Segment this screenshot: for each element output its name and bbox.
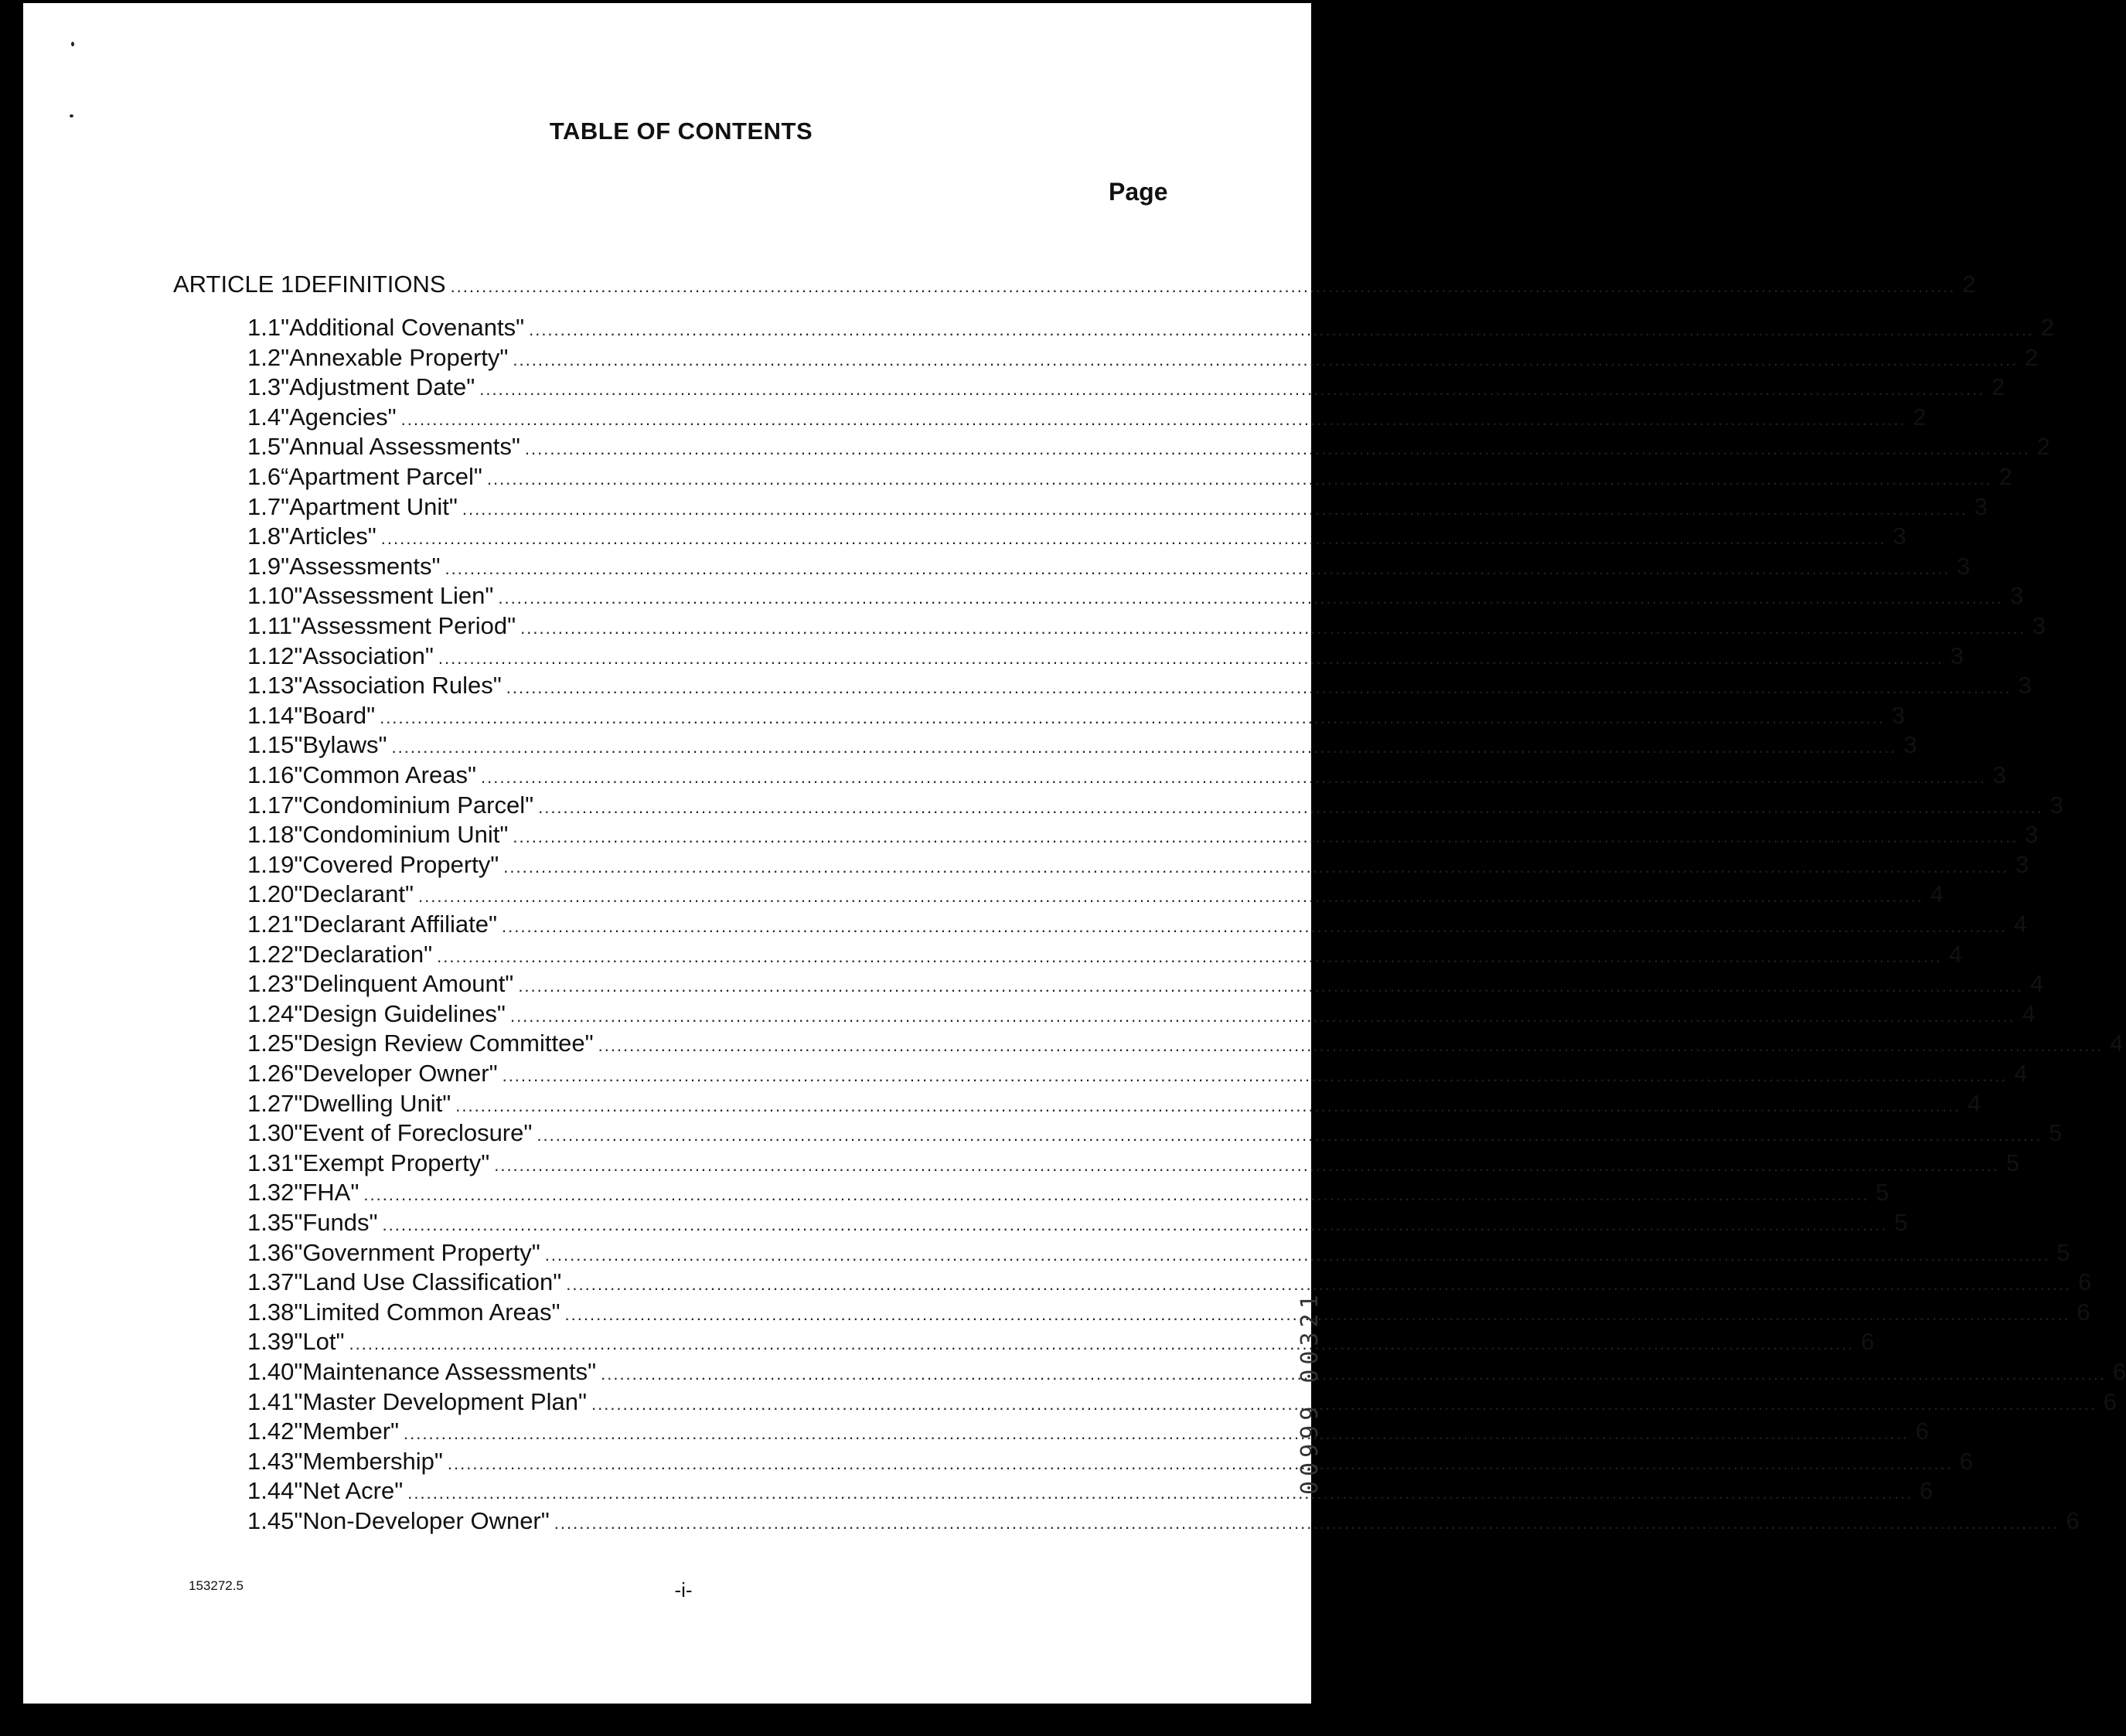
dot-leader	[506, 678, 2012, 698]
entry-label: "Lot"	[294, 1328, 345, 1355]
entry-number: 1.10	[247, 582, 295, 609]
entry-number: 1.18	[247, 821, 295, 848]
entry-page-number: 6	[1959, 1448, 1973, 1475]
entry-label: "Assessments"	[281, 553, 441, 580]
toc-entry[interactable]	[247, 941, 1963, 970]
entry-label: "Condominium Unit"	[294, 821, 509, 848]
toc-entry[interactable]	[247, 463, 2012, 492]
margin-stamp	[1273, 1209, 1324, 1495]
toc-entry[interactable]	[247, 373, 2005, 403]
entry-label: "Design Guidelines"	[294, 1000, 506, 1027]
entry-number: 1.20	[247, 880, 295, 907]
entry-page-number: 3	[1957, 553, 1971, 580]
document-code: 153272.5	[189, 1578, 244, 1593]
page-title: TABLE OF CONTENTS	[549, 117, 813, 145]
entry-label: "Membership"	[294, 1448, 443, 1475]
entry-number: 1.21	[247, 911, 295, 938]
entry-label: “Apartment Parcel"	[281, 463, 482, 490]
entry-page-number: 4	[2022, 1000, 2036, 1027]
entry-label: "Government Property"	[294, 1239, 540, 1266]
entry-page-number: 4	[2014, 1060, 2028, 1087]
entry-number: 1.16	[247, 761, 295, 788]
entry-page-number: 4	[2110, 1030, 2124, 1057]
toc-entry[interactable]	[247, 1418, 1929, 1447]
article-heading: DEFINITIONS	[294, 271, 446, 298]
dot-leader	[451, 277, 1956, 297]
toc-entry[interactable]	[247, 553, 1971, 582]
entry-number: 1.9	[247, 553, 281, 580]
entry-label: "Declarant Affiliate"	[294, 911, 498, 938]
dot-leader	[513, 827, 2018, 847]
article-page-number: 2	[1962, 271, 1976, 298]
toc-entry[interactable]	[247, 1000, 2036, 1030]
entry-page-number: 3	[1893, 523, 1906, 550]
entry-label: "Net Acre"	[294, 1477, 404, 1504]
entry-page-number: 6	[2078, 1268, 2092, 1295]
dot-leader	[407, 1483, 1913, 1503]
entry-number: 1.2	[247, 344, 281, 371]
toc-entry[interactable]	[247, 1030, 2124, 1059]
entry-label: "Articles"	[281, 523, 376, 550]
entry-number: 1.14	[247, 702, 295, 729]
toc-entry[interactable]	[247, 970, 2044, 999]
toc-entry[interactable]	[247, 1507, 2080, 1537]
dot-leader	[404, 1424, 1909, 1444]
entry-number: 1.13	[247, 672, 295, 699]
entry-page-number: 4	[2013, 911, 2027, 938]
dot-leader	[381, 529, 1886, 549]
entry-number: 1.36	[247, 1239, 295, 1266]
toc-entry[interactable]	[247, 493, 1988, 523]
toc-entry[interactable]	[247, 582, 2024, 611]
toc-entry[interactable]	[247, 1239, 2070, 1268]
toc-entry[interactable]	[247, 1060, 2028, 1089]
dot-leader	[494, 1156, 1999, 1176]
toc-entry[interactable]	[247, 761, 2006, 791]
toc-entry[interactable]	[247, 1358, 2126, 1387]
page-number: -i-	[674, 1578, 693, 1602]
dot-leader	[445, 559, 1950, 579]
dot-leader	[502, 917, 2007, 937]
entry-label: "Maintenance Assessments"	[294, 1358, 597, 1385]
entry-page-number: 5	[2056, 1239, 2070, 1266]
entry-page-number: 3	[1891, 702, 1906, 729]
entry-number: 1.43	[247, 1448, 295, 1475]
entry-number: 1.11	[247, 612, 293, 639]
entry-page-number: 3	[1992, 761, 2006, 788]
entry-page-number: 3	[2010, 582, 2024, 609]
toc-entry[interactable]	[247, 1209, 1908, 1238]
dot-leader	[448, 1454, 1953, 1474]
entry-label: "Condominium Parcel"	[294, 791, 534, 819]
entry-label: "Master Development Plan"	[294, 1388, 588, 1415]
toc-entry[interactable]	[247, 1448, 1973, 1477]
entry-label: "Additional Covenants"	[281, 314, 525, 341]
entry-label: "Declaration"	[294, 941, 433, 968]
entry-label: "Covered Property"	[294, 851, 499, 878]
dot-leader	[481, 768, 1986, 788]
entry-page-number: 2	[1913, 403, 1927, 431]
entry-label: "Member"	[294, 1418, 400, 1445]
entry-label: "Annual Assessments"	[281, 433, 520, 460]
dot-leader	[538, 798, 2043, 818]
dot-leader	[598, 1036, 2104, 1056]
entry-number: 1.26	[247, 1060, 295, 1087]
dot-leader	[487, 469, 1992, 489]
entry-number: 1.1	[247, 314, 281, 341]
entry-label: "Association"	[294, 642, 434, 669]
dot-leader	[591, 1394, 2097, 1414]
toc-entry[interactable]	[247, 1179, 1889, 1208]
dot-leader	[479, 380, 1985, 400]
entry-label: "Land Use Classification"	[294, 1268, 562, 1295]
dot-leader	[529, 320, 2034, 340]
entry-number: 1.8	[247, 523, 281, 550]
entry-page-number: 4	[1930, 880, 1944, 907]
entry-number: 1.32	[247, 1179, 295, 1206]
entry-number: 1.27	[247, 1090, 295, 1117]
entry-number: 1.17	[247, 791, 295, 819]
dot-leader	[510, 1006, 2015, 1026]
scan-speck	[71, 42, 74, 46]
entry-label: "FHA"	[294, 1179, 359, 1206]
entry-number: 1.35	[247, 1209, 295, 1236]
dot-leader	[455, 1096, 1961, 1116]
dot-leader	[380, 708, 1885, 728]
entry-number: 1.41	[247, 1388, 295, 1415]
dot-leader	[537, 1125, 2042, 1145]
entry-label: "Apartment Unit"	[281, 493, 458, 520]
dot-leader	[383, 1215, 1888, 1235]
dot-leader	[438, 648, 1944, 669]
toc-entry[interactable]	[247, 791, 2064, 821]
dot-leader	[503, 857, 2008, 877]
entry-label: "Common Areas"	[294, 761, 476, 788]
entry-label: "Association Rules"	[294, 672, 502, 699]
entry-page-number: 3	[2049, 791, 2064, 819]
entry-page-number: 3	[2032, 612, 2046, 639]
entry-page-number: 6	[1915, 1418, 1929, 1445]
toc-entry[interactable]	[247, 344, 2039, 373]
entry-number: 1.12	[247, 642, 295, 669]
entry-page-number: 3	[1950, 642, 1964, 669]
entry-number: 1.45	[247, 1507, 295, 1534]
entry-label: "Design Review Committee"	[294, 1030, 594, 1057]
toc-entry[interactable]	[247, 642, 1964, 672]
toc-entry[interactable]	[247, 523, 1906, 552]
entry-number: 1.24	[247, 1000, 295, 1027]
dot-leader	[437, 947, 1942, 967]
entry-number: 1.42	[247, 1418, 295, 1445]
entry-number: 1.38	[247, 1299, 295, 1326]
dot-leader	[392, 737, 1897, 757]
entry-label: "Declarant"	[294, 880, 414, 907]
entry-page-number: 4	[2030, 970, 2044, 997]
entry-label: "Adjustment Date"	[281, 373, 475, 400]
entry-number: 1.25	[247, 1030, 295, 1057]
entry-label: "Developer Owner"	[294, 1060, 498, 1087]
entry-label: "Annexable Property"	[281, 344, 509, 371]
entry-page-number: 2	[2025, 344, 2039, 371]
entry-number: 1.23	[247, 970, 295, 997]
entry-label: "Funds"	[294, 1209, 378, 1236]
dot-leader	[462, 499, 1968, 519]
entry-page-number: 4	[1967, 1090, 1981, 1117]
toc-entry[interactable]	[247, 1477, 1934, 1506]
entry-number: 1.4	[247, 403, 281, 431]
entry-number: 1.37	[247, 1268, 295, 1295]
entry-page-number: 4	[1948, 941, 1963, 968]
toc-entry[interactable]	[247, 1119, 2063, 1149]
entry-page-number: 6	[1861, 1328, 1875, 1355]
entry-label: "Bylaws"	[294, 731, 387, 758]
toc-entry[interactable]	[247, 314, 2055, 343]
entry-page-number: 6	[2077, 1299, 2090, 1326]
entry-page-number: 6	[2112, 1358, 2126, 1385]
document-page	[23, 3, 2126, 1704]
entry-page-number: 3	[1903, 731, 1917, 758]
entry-number: 1.6	[247, 463, 281, 490]
entry-number: 1.3	[247, 373, 281, 400]
toc-entry[interactable]	[247, 880, 1944, 910]
toc-entry[interactable]	[247, 612, 2046, 642]
dot-leader	[525, 439, 2030, 459]
toc-entry[interactable]	[247, 672, 2032, 701]
dot-leader	[498, 588, 2003, 608]
entry-page-number: 6	[1919, 1477, 1934, 1504]
entry-number: 1.22	[247, 941, 295, 968]
toc-entry[interactable]	[247, 702, 1906, 731]
entry-label: "Dwelling Unit"	[294, 1090, 451, 1117]
dot-leader	[363, 1185, 1869, 1205]
entry-page-number: 3	[2018, 672, 2032, 699]
toc-entry[interactable]	[247, 1328, 1875, 1357]
entry-number: 1.40	[247, 1358, 295, 1385]
toc-entry[interactable]	[247, 731, 1917, 761]
toc-entry[interactable]	[247, 433, 2050, 462]
toc-entry[interactable]	[247, 1268, 2092, 1298]
article-label: ARTICLE 1	[173, 271, 295, 298]
toc-entry[interactable]	[247, 403, 1927, 433]
entry-page-number: 2	[2040, 314, 2055, 341]
toc-entry[interactable]	[247, 821, 2039, 850]
entry-label: "Exempt Property"	[294, 1149, 490, 1176]
entry-label: "Non-Developer Owner"	[294, 1507, 550, 1534]
dot-leader	[554, 1513, 2060, 1533]
entry-number: 1.7	[247, 493, 281, 520]
entry-page-number: 5	[2005, 1149, 2020, 1176]
toc-entry[interactable]	[247, 1299, 2090, 1328]
dot-leader	[520, 618, 2025, 638]
article-row[interactable]	[173, 271, 1976, 300]
entry-label: "Event of Foreclosure"	[294, 1119, 533, 1146]
entry-page-number: 2	[1998, 463, 2012, 490]
dot-leader	[513, 350, 2018, 370]
entry-page-number: 5	[2049, 1119, 2063, 1146]
toc-entry[interactable]	[247, 1149, 2020, 1179]
page-column-header: Page	[1109, 178, 1168, 206]
entry-number: 1.44	[247, 1477, 295, 1504]
entry-page-number: 5	[1876, 1179, 1889, 1206]
entry-number: 1.30	[247, 1119, 295, 1146]
toc-entry[interactable]	[247, 851, 2029, 880]
entry-page-number: 6	[2066, 1507, 2080, 1534]
dot-leader	[518, 976, 2023, 996]
entry-number: 1.19	[247, 851, 295, 878]
entry-page-number: 6	[2103, 1388, 2117, 1415]
margin-stamp-text: 00999 00321	[1296, 1290, 1324, 1495]
toc-entry[interactable]	[247, 1388, 2117, 1418]
entry-page-number: 3	[1974, 493, 1988, 520]
entry-page-number: 3	[2015, 851, 2029, 878]
entry-label: "Delinquent Amount"	[294, 970, 514, 997]
entry-number: 1.39	[247, 1328, 295, 1355]
entry-label: "Assessment Lien"	[294, 582, 494, 609]
entry-page-number: 5	[1894, 1209, 1908, 1236]
entry-number: 1.5	[247, 433, 281, 460]
entry-label: "Agencies"	[281, 403, 397, 431]
dot-leader	[418, 887, 1923, 907]
entry-page-number: 3	[2025, 821, 2039, 848]
entry-label: "Limited Common Areas"	[294, 1299, 560, 1326]
entry-label: "Assessment Period"	[292, 612, 516, 639]
entry-page-number: 2	[2036, 433, 2050, 460]
entry-label: "Board"	[294, 702, 376, 729]
entry-number: 1.31	[247, 1149, 295, 1176]
dot-leader	[349, 1334, 1854, 1354]
dot-leader	[401, 410, 1906, 430]
dot-leader	[601, 1364, 2106, 1384]
toc-entry[interactable]	[247, 1090, 1981, 1119]
entry-page-number: 2	[1991, 373, 2005, 400]
toc-entry[interactable]	[247, 911, 2027, 940]
dot-leader	[503, 1066, 2008, 1086]
entry-number: 1.15	[247, 731, 295, 758]
